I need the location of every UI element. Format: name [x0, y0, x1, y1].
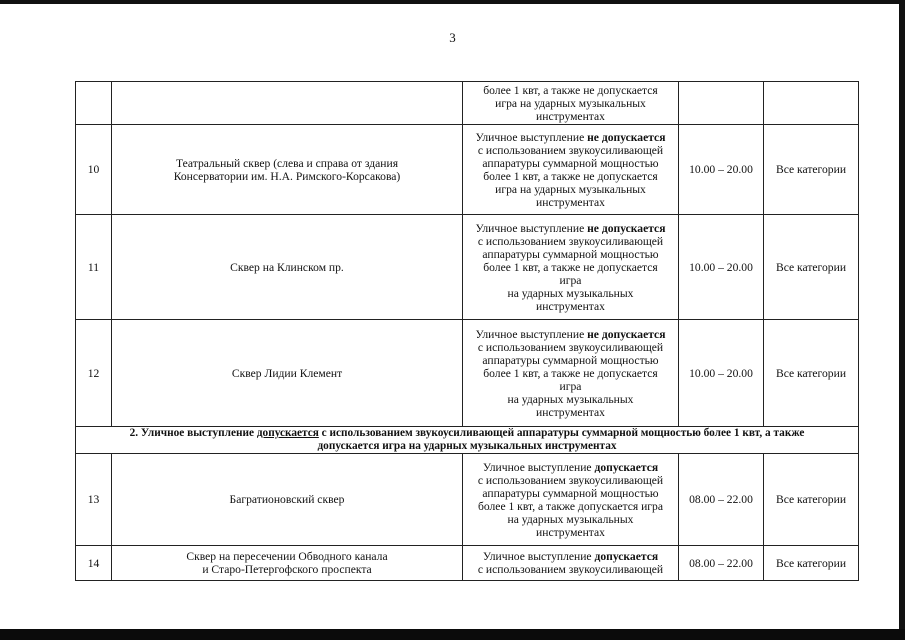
- scan-edge-right: [899, 0, 905, 640]
- condition-line: более 1 квт, а также не допускается: [483, 169, 658, 183]
- condition-cell: [463, 454, 679, 546]
- category-cell: Все категории: [764, 454, 859, 546]
- condition-line: с использованием звукоусиливающей: [477, 473, 664, 487]
- row-number: [76, 82, 112, 125]
- condition-line: инструментах: [536, 195, 605, 209]
- row-number: 14: [76, 546, 112, 581]
- condition-line: с использованием звукоусиливающей: [477, 143, 664, 157]
- condition-text: Уличное выступление: [475, 130, 588, 144]
- time-cell: 08.00 – 22.00: [679, 454, 764, 546]
- condition-line: более 1 квт, а также не допускается: [483, 366, 658, 380]
- condition-cell: [463, 546, 679, 581]
- section-line2: допускается игра на ударных музыкальных инструментах: [317, 440, 617, 452]
- place-cell: [112, 320, 463, 427]
- condition-line: более 1 квт, а также не допускается: [483, 83, 658, 97]
- condition-line: аппаратуры суммарной мощностью: [482, 156, 659, 170]
- condition-cell: [463, 125, 679, 215]
- condition-line: игра: [559, 273, 582, 287]
- condition-line: [466, 328, 675, 341]
- condition-line: более 1 квт, а также не допускается: [483, 260, 658, 274]
- condition-line: аппаратуры суммарной мощностью: [482, 247, 659, 261]
- condition-line: на ударных музыкальных: [507, 512, 634, 526]
- condition-line: аппаратуры суммарной мощностью: [482, 353, 659, 367]
- condition-line: более 1 квт, а также допускается игра: [477, 499, 664, 513]
- row-number: 12: [76, 320, 112, 427]
- condition-line: [466, 550, 675, 563]
- condition-line: с использованием звукоусиливающей: [477, 340, 664, 354]
- table-row: [76, 320, 859, 427]
- table-row: [76, 215, 859, 320]
- condition-emphasis: допускается: [594, 460, 659, 474]
- condition-line: с использованием звукоусиливающей: [477, 234, 664, 248]
- time-cell: [679, 82, 764, 125]
- condition-line: с использованием звукоусиливающей: [477, 563, 664, 576]
- place-cell: [112, 82, 463, 125]
- condition-text: Уличное выступление: [475, 221, 588, 235]
- condition-line: инструментах: [536, 525, 605, 539]
- table-row: [76, 546, 859, 581]
- condition-line: инструментах: [536, 109, 605, 123]
- place-line: Сквер на Клинском пр.: [230, 260, 344, 274]
- table-row: [76, 82, 859, 125]
- category-cell: Все категории: [764, 320, 859, 427]
- condition-cell: [463, 320, 679, 427]
- condition-line: [466, 222, 675, 235]
- section-prefix: 2. Уличное выступление: [129, 427, 257, 439]
- page-number: 3: [449, 30, 456, 45]
- condition-line: инструментах: [536, 299, 605, 313]
- category-cell: Все категории: [764, 546, 859, 581]
- time-cell: 08.00 – 22.00: [679, 546, 764, 581]
- scan-edge-top: [0, 0, 905, 4]
- category-cell: Все категории: [764, 125, 859, 215]
- table-body-section: [76, 427, 859, 454]
- condition-cell: [463, 215, 679, 320]
- condition-line: на ударных музыкальных: [507, 286, 634, 300]
- condition-text: Уличное выступление: [475, 327, 588, 341]
- table-body-prohibited: [76, 82, 859, 427]
- place-line: Консерватории им. Н.А. Римского-Корсакова): [173, 169, 401, 183]
- condition-text: Уличное выступление: [482, 550, 595, 563]
- condition-emphasis: не допускается: [587, 130, 666, 144]
- table-row: [76, 125, 859, 215]
- place-line: и Старо-Петергофского проспекта: [202, 563, 372, 576]
- place-cell: [112, 454, 463, 546]
- scan-edge-bottom: [0, 629, 905, 640]
- place-line: Сквер на пересечении Обводного канала: [186, 550, 388, 563]
- table-row: [76, 454, 859, 546]
- row-number: 13: [76, 454, 112, 546]
- condition-text: Уличное выступление: [482, 460, 595, 474]
- condition-emphasis: не допускается: [587, 327, 666, 341]
- time-cell: 10.00 – 20.00: [679, 320, 764, 427]
- condition-emphasis: не допускается: [587, 221, 666, 235]
- condition-line: [466, 461, 675, 474]
- category-cell: [764, 82, 859, 125]
- time-cell: 10.00 – 20.00: [679, 125, 764, 215]
- place-cell: [112, 125, 463, 215]
- section-header-row: [76, 427, 859, 454]
- section-underlined-word: допускается: [256, 427, 319, 439]
- place-cell: [112, 546, 463, 581]
- condition-line: аппаратуры суммарной мощностью: [482, 486, 659, 500]
- place-cell: [112, 215, 463, 320]
- condition-cell: [463, 82, 679, 125]
- condition-line: на ударных музыкальных: [507, 392, 634, 406]
- section-line1-rest: с использованием звукоусиливающей аппаратуры суммарной мощностью более 1 квт, а также: [318, 427, 805, 439]
- place-line: Багратионовский сквер: [229, 493, 345, 506]
- condition-line: инструментах: [536, 405, 605, 419]
- row-number: 11: [76, 215, 112, 320]
- condition-line: [466, 131, 675, 144]
- condition-line: игра: [559, 379, 582, 393]
- category-cell: Все категории: [764, 215, 859, 320]
- section-header: [76, 427, 859, 454]
- table-body-allowed: [76, 454, 859, 581]
- condition-emphasis: допускается: [594, 550, 659, 563]
- locations-table: [75, 81, 859, 581]
- condition-line: игра на ударных музыкальных: [495, 182, 646, 196]
- time-cell: 10.00 – 20.00: [679, 215, 764, 320]
- place-line: Сквер Лидии Клемент: [231, 366, 343, 380]
- row-number: 10: [76, 125, 112, 215]
- place-line: Театральный сквер (слева и справа от здания: [175, 156, 399, 170]
- condition-line: игра на ударных музыкальных: [495, 96, 646, 110]
